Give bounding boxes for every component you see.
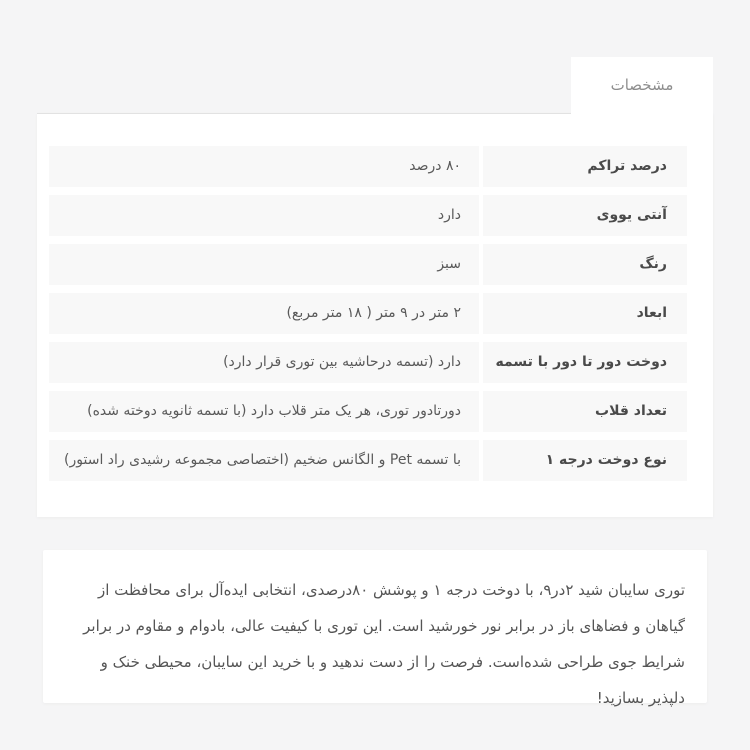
- spec-row: [49, 391, 687, 432]
- tab-specifications-label: مشخصات: [610, 76, 674, 94]
- specifications-table: [37, 114, 713, 481]
- spec-label: نوع دوخت درجه ۱: [483, 440, 687, 481]
- spec-label: آنتی یووی: [483, 195, 687, 236]
- spec-row: [49, 244, 687, 285]
- product-description: توری سایبان شید ۲در۹، با دوخت درجه ۱ و پوشش ۸۰درصدی، انتخابی ایده‌آل برای محافظت از گیاهان و فضاهای باز در برابر نور خورشید است. این توری با کیفیت عالی، بادوام و مقاوم در برابر شرایط جوی طراحی شده‌است. فرصت را از دست ندهید و با خرید این سایبان، محیطی خنک و دلپذیر بسازید!: [83, 581, 685, 707]
- spec-row: [49, 293, 687, 334]
- specifications-card: [37, 113, 713, 517]
- spec-row: [49, 146, 687, 187]
- spec-value: دورتادور توری، هر یک متر قلاب دارد (با تسمه ثانویه دوخته شده): [49, 391, 479, 432]
- tab-specifications[interactable]: [571, 57, 713, 114]
- spec-label: درصد تراکم: [483, 146, 687, 187]
- spec-value: دارد (تسمه درحاشیه بین توری قرار دارد): [49, 342, 479, 383]
- spec-value: ۸۰ درصد: [49, 146, 479, 187]
- spec-row: [49, 195, 687, 236]
- spec-label: دوخت دور تا دور با تسمه: [483, 342, 687, 383]
- spec-row: [49, 342, 687, 383]
- spec-value: ۲ متر در ۹ متر ( ۱۸ متر مربع): [49, 293, 479, 334]
- spec-value: با تسمه Pet و الگانس ضخیم (اختصاصی مجموعه رشیدی راد استور): [49, 440, 479, 481]
- spec-label: ابعاد: [483, 293, 687, 334]
- description-card: [43, 550, 707, 707]
- spec-value: سبز: [49, 244, 479, 285]
- spec-row: [49, 440, 687, 481]
- spec-label: تعداد قلاب: [483, 391, 687, 432]
- spec-label: رنگ: [483, 244, 687, 285]
- spec-value: دارد: [49, 195, 479, 236]
